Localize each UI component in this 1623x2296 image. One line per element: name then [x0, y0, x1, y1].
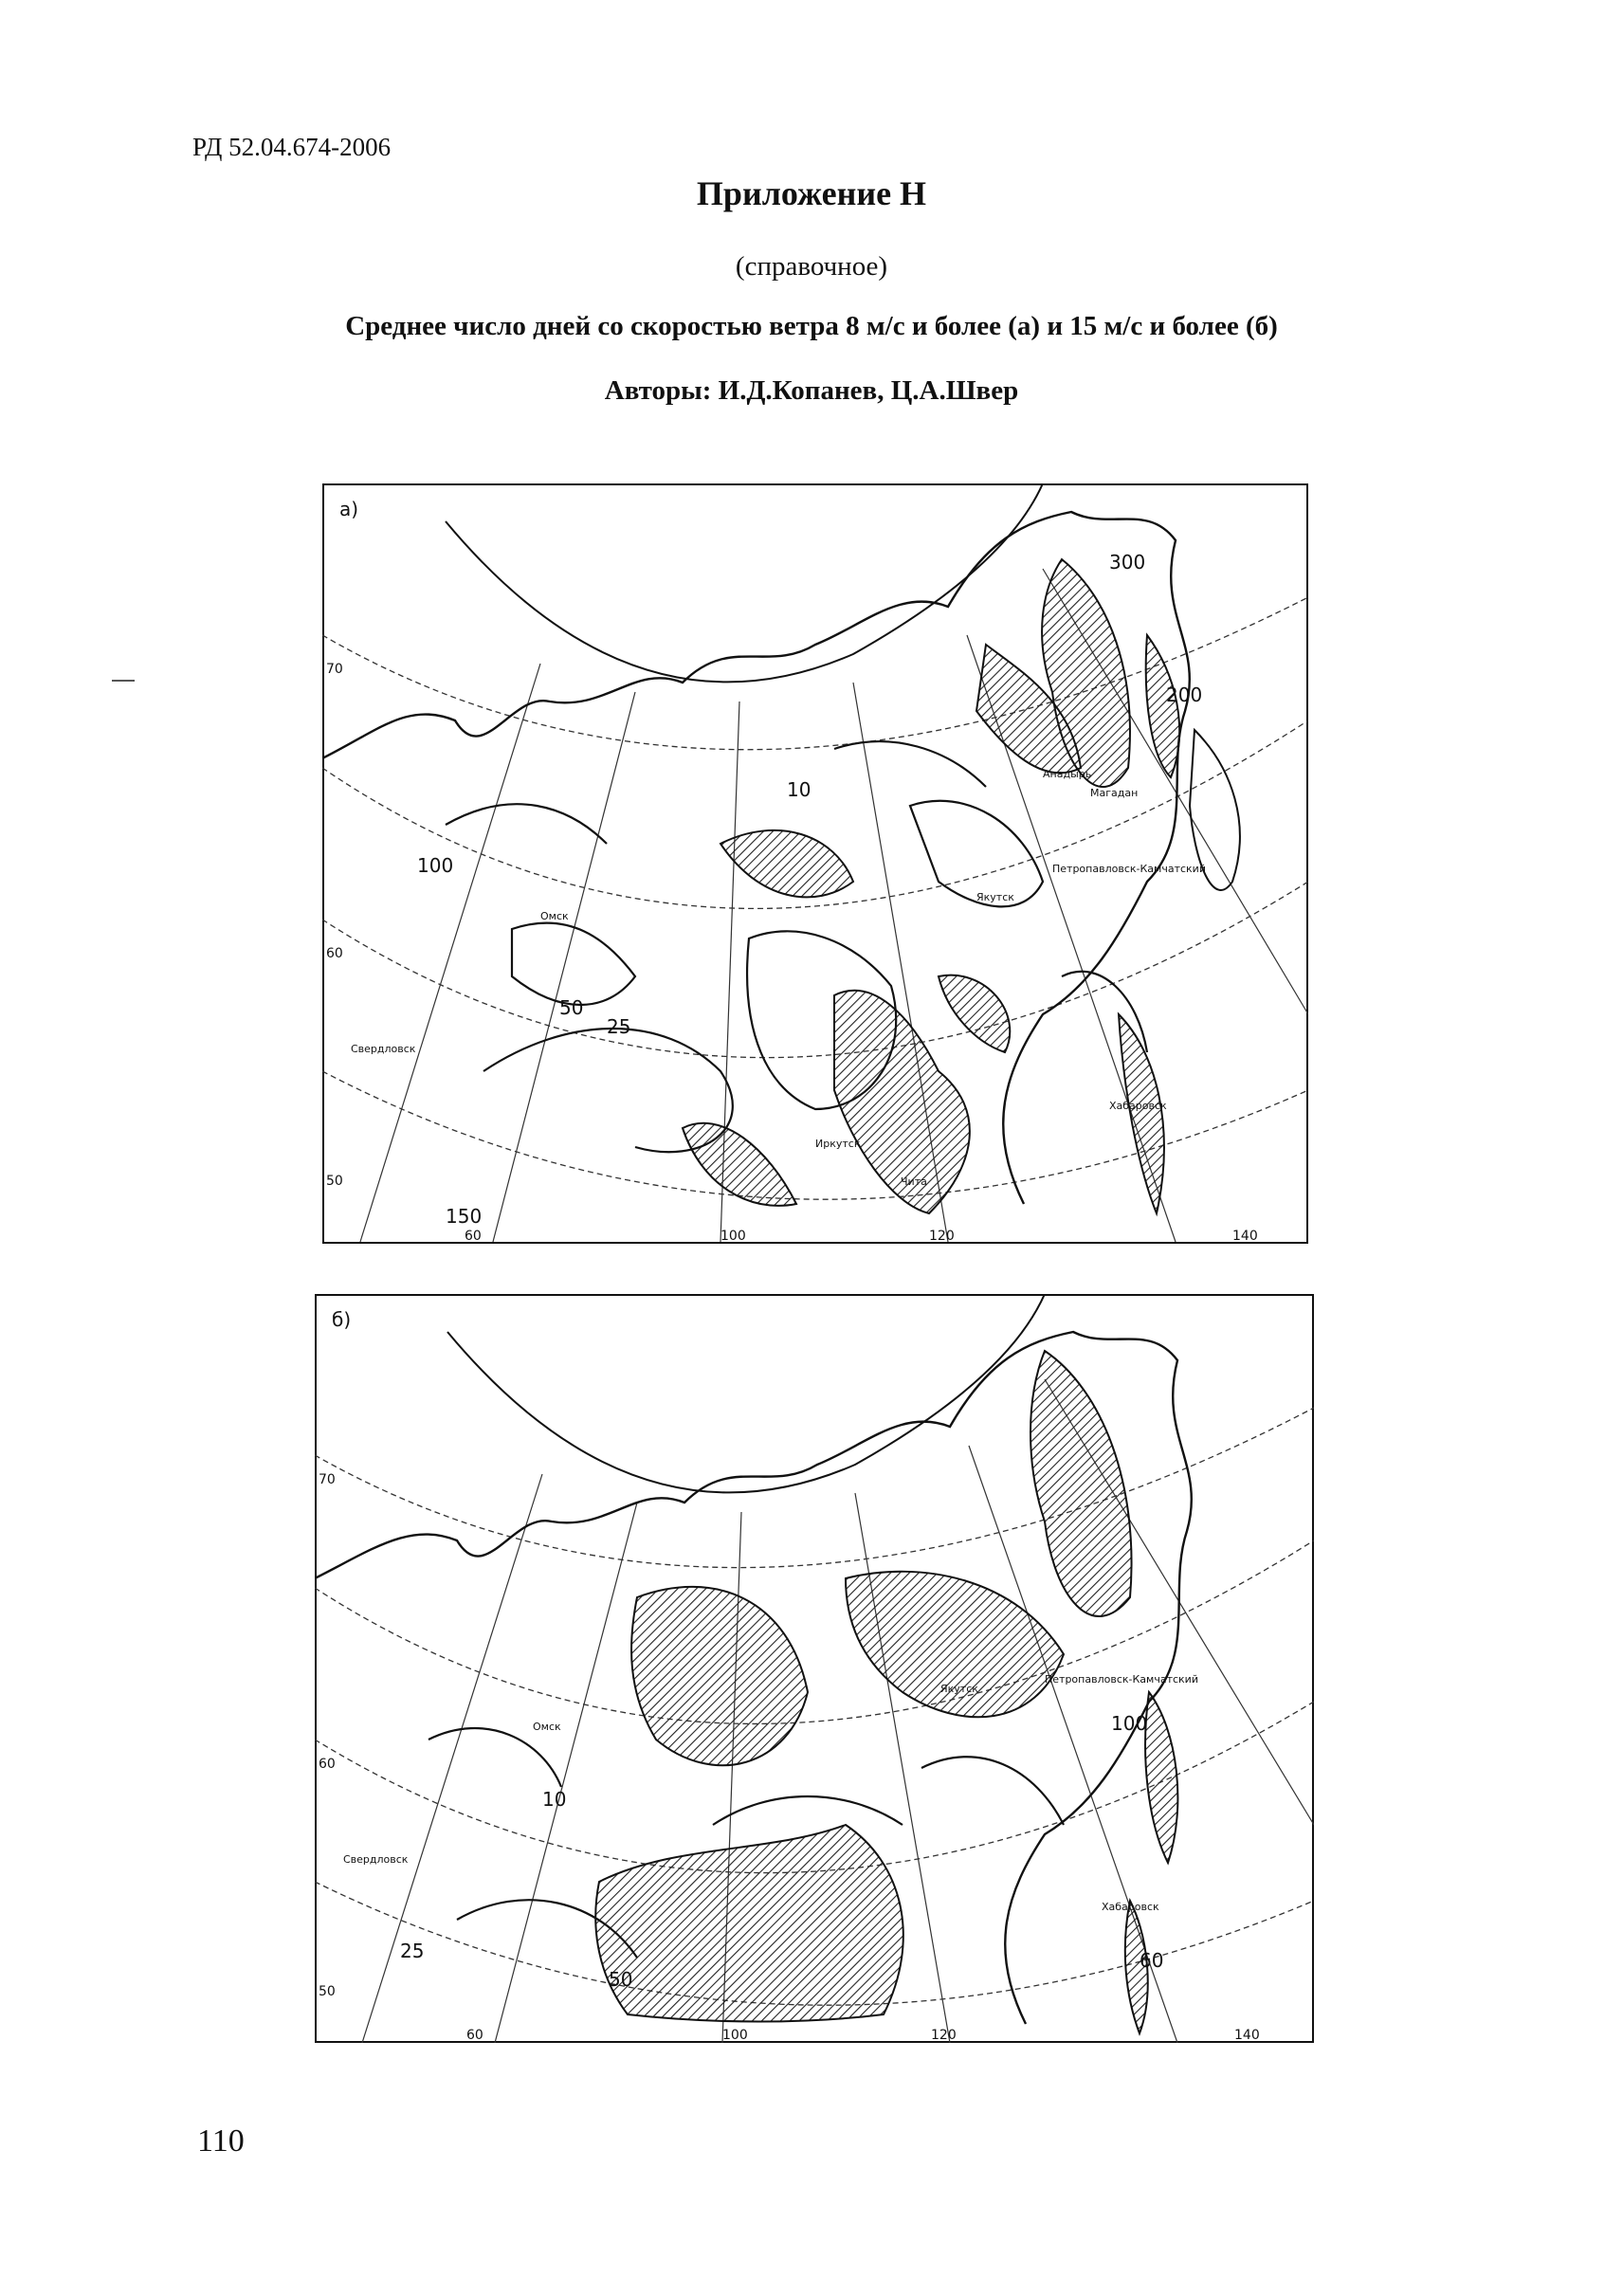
map-b-isoline-label: 25	[400, 1940, 425, 1962]
scan-mark	[112, 680, 135, 682]
appendix-title: Приложение Н	[696, 174, 927, 212]
map-a-city-label: Чита	[901, 1175, 927, 1188]
wind-map-b	[315, 1294, 1314, 2043]
map-a-parallel-label: 50	[326, 1174, 343, 1189]
map-a-meridian-label: 140	[1232, 1229, 1258, 1244]
map-a-meridian-label: 120	[929, 1229, 955, 1244]
map-a-isoline-label: 10	[787, 778, 812, 801]
map-a-isoline-label: 25	[607, 1015, 631, 1038]
map-a-isoline-label: 50	[559, 996, 584, 1019]
map-a-isoline-label: 300	[1109, 551, 1146, 574]
map-a-city-label: Хабаровск	[1109, 1100, 1167, 1112]
map-b-meridian-label: 100	[722, 2028, 748, 2043]
map-b-parallel-label: 60	[319, 1757, 336, 1772]
map-b-isoline-label: 50	[609, 1968, 633, 1991]
map-b-meridian-label: 140	[1234, 2028, 1260, 2043]
map-a-city-label: Анадырь	[1043, 768, 1092, 780]
map-a-meridian-label: 100	[720, 1229, 746, 1244]
map-b-meridian-label: 120	[931, 2028, 957, 2043]
map-a-meridian-label: 60	[465, 1229, 482, 1244]
map-a-city-label: Иркутск	[815, 1138, 861, 1150]
map-b-isoline-label: 60	[1140, 1949, 1164, 1972]
map-a-isoline-label: 150	[446, 1205, 483, 1228]
map-a-city-label: Магадан	[1090, 787, 1139, 799]
map-b-city-label: Омск	[533, 1721, 561, 1733]
map-b-city-label: Якутск	[940, 1683, 978, 1695]
map-a-city-label: Омск	[540, 910, 569, 922]
map-b-isoline-label: 10	[542, 1788, 567, 1811]
map-b-isoline-label: 100	[1111, 1712, 1148, 1735]
map-a-city-label: Якутск	[976, 891, 1014, 903]
map-b-city-label: Хабаровск	[1102, 1901, 1159, 1913]
map-b-parallel-label: 70	[319, 1472, 336, 1487]
appendix-kind: (справочное)	[735, 251, 888, 282]
page-number: 110	[197, 2123, 245, 2159]
document-code: РД 52.04.674-2006	[192, 133, 392, 161]
map-a-parallel-label: 70	[326, 662, 343, 677]
map-b-city-label: Свердловск	[343, 1853, 409, 1866]
map-b-city-label: Петропавловск-Камчатский	[1045, 1673, 1198, 1686]
map-a-city-label: Свердловск	[351, 1043, 416, 1055]
map-a-panel-label: а)	[339, 498, 359, 520]
map-caption: Среднее число дней со скоростью ветра 8 м/с и более (а) и 15 м/с и более (б)	[345, 311, 1278, 341]
map-a-isoline-label: 200	[1166, 683, 1203, 706]
authors-line: Авторы: И.Д.Копанев, Ц.А.Швер	[604, 375, 1019, 406]
map-b-meridian-label: 60	[466, 2028, 483, 2043]
map-a-parallel-label: 60	[326, 946, 343, 961]
map-a-city-label: Петропавловск-Камчатский	[1052, 863, 1206, 875]
map-b-panel-label: б)	[332, 1308, 352, 1331]
wind-map-a	[322, 483, 1308, 1244]
map-b-parallel-label: 50	[319, 1984, 336, 1999]
map-a-isoline-label: 100	[417, 854, 454, 877]
